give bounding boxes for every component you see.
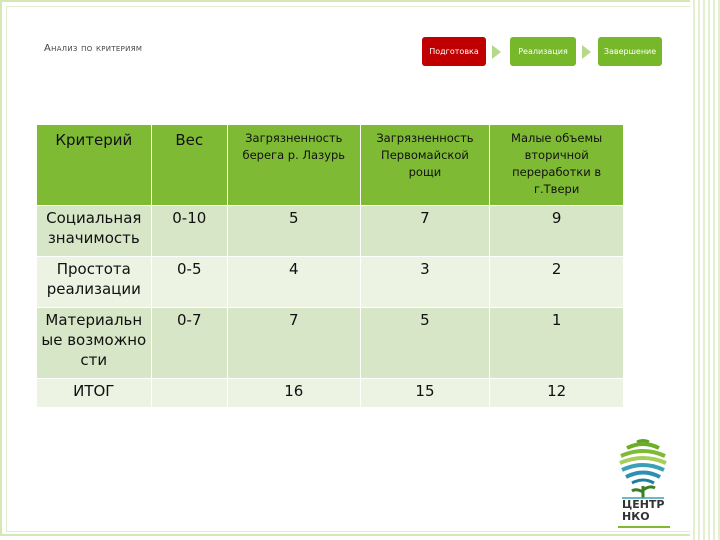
table-cell: Простота реализации	[37, 257, 151, 307]
logo-line1: ЦЕНТР	[622, 498, 665, 511]
logo-underline	[618, 526, 670, 528]
table-cell: 7	[228, 308, 360, 378]
table-row-total	[37, 379, 623, 407]
decorative-stripes	[690, 0, 720, 540]
table-cell: 5	[228, 206, 360, 256]
logo-text	[622, 499, 665, 523]
table-cell: 9	[490, 206, 623, 256]
arrow-right-icon	[492, 45, 501, 59]
table-cell	[152, 379, 227, 407]
table-cell: 7	[361, 206, 490, 256]
header-option-1: Загрязненность берега р. Лазурь	[228, 125, 360, 205]
criteria-table	[36, 124, 624, 408]
header-weight: Вес	[152, 125, 227, 205]
page-title: Анализ по критериям	[44, 43, 143, 54]
header-criterion: Критерий	[37, 125, 151, 205]
table-row	[37, 257, 623, 307]
table-cell: 12	[490, 379, 623, 407]
arrow-right-icon	[582, 45, 591, 59]
header-option-3: Малые объемы вторичной переработки в г.Твери	[490, 125, 623, 205]
table-cell: 0-10	[152, 206, 227, 256]
step-implementation[interactable]: Реализация	[510, 37, 576, 66]
table-cell: Материальные возможности	[37, 308, 151, 378]
table-cell: 16	[228, 379, 360, 407]
table-cell: 0-7	[152, 308, 227, 378]
table-cell: 5	[361, 308, 490, 378]
table-cell: 15	[361, 379, 490, 407]
table-cell: 4	[228, 257, 360, 307]
logo-line2: НКО	[622, 510, 650, 523]
header-option-2: Загрязненность Первомайской рощи	[361, 125, 490, 205]
table-cell: Социальная значимость	[37, 206, 151, 256]
table-cell: ИТОГ	[37, 379, 151, 407]
step-preparation[interactable]: Подготовка	[422, 37, 486, 66]
table-cell: 2	[490, 257, 623, 307]
table-cell: 3	[361, 257, 490, 307]
table-cell: 1	[490, 308, 623, 378]
table-row	[37, 308, 623, 378]
table-cell: 0-5	[152, 257, 227, 307]
step-completion[interactable]: Завершение	[598, 37, 662, 66]
table-row	[37, 206, 623, 256]
